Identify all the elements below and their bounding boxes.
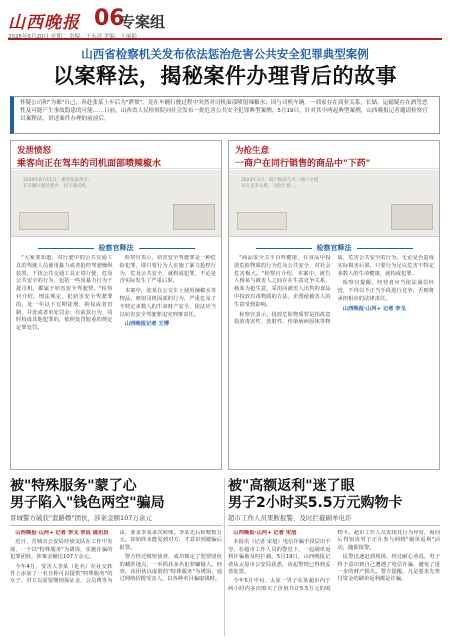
photo-decor	[237, 212, 287, 230]
case-left-title: 乘客向正在驾车的司机面部喷辣椒水	[17, 159, 162, 169]
case-left-body	[16, 255, 216, 467]
story-left-body	[10, 530, 222, 636]
photo-decor	[173, 204, 215, 230]
newspaper-logo: 山西晚报	[8, 13, 80, 33]
page-number: 06	[94, 6, 125, 31]
case-left-kicker: 发泄愤怒	[17, 146, 52, 156]
paragraph: 本报讯（记者 宋旭）电信诈骗手段层出不穷，在超市工作人员的警觉下，一起刷单返利诈骗被及时拦截。5月19日，山西晚报记者从太原市公安局获悉，该起警情已得到妥善处置。	[228, 539, 331, 576]
case-left-head	[11, 141, 221, 169]
case-right-title: 一商户在同行销售的商品中"下药"	[235, 159, 371, 169]
paragraph: 检察官表示，妨害安全驾驶罪是一种危险犯罪，即只要行为人实施了暴力抢控行为，危及公共安全，就构成犯罪，不论是否实际发生了严重后果。	[119, 255, 216, 285]
issue-meta: 2025年5月20日 星期二 责编：王永清 美编：王丽娟	[8, 34, 137, 40]
case-right-signature: 山西晚报·山河+ 记者 李戈	[342, 305, 406, 312]
story-right-title-line2: 男子2小时买5.5万元购物卡	[228, 495, 403, 511]
lead-summary: 怀疑公司和"为难"自己，奔赴张某上车后为"泄愤"，竟在车辆行驶过程中突然对司机面部喷射辣椒水；因与司机车辆，一商家存在商业关系，长储、运输疑存在酒驾恶性及可能产生事故隐患的可能……日前，山西省人民检察院向社会发布一批危害公共安全犯罪典型案例。5月19日，针对其中两起典型案例，山西晚报记者邀请检察官以案释法，讲述案件办理的前前后。	[10, 96, 440, 134]
case-right-kicker: 为抢生意	[235, 146, 270, 156]
paragraph: 今年5月中旬，太原一男子在某超市内于两小时内多次购买了价值共计5.5万元的购物卡。超市工作人员发现其行为异常，询问后得知该男子正在参与网络"刷单返利"活动，随即报警。	[228, 530, 440, 592]
case-left-photo	[11, 170, 221, 237]
story-right-title-line1: 被"高额返利"迷了眼	[228, 478, 355, 494]
case-left-signature: 山西晚报记者 王博	[124, 321, 170, 328]
story-right	[228, 478, 440, 636]
paragraph: 民警迅速赶到现场，经过耐心劝说，男子终于意识到自己遭遇了电信诈骗，避免了进一步的财产损失。警方提醒，凡是要求先垫付资金的刷单返利都是诈骗。	[337, 554, 440, 583]
paragraph: 近日，晋城市公安局经侦支队在工作中发现，一个以"特殊服务"为诱饵，实施诈骗的犯罪团伙，涉案金额达107万余元。	[10, 539, 113, 561]
paragraph: "商品安全关乎百姓健康，在食品中投放危险物质的行为危及公共安全，对社会危害极大。"检察官介绍，本案中，被告人杨某与被害人之间存在生意竞争关系，杨某为抢生意，采用向被害人出售的食品中投放有毒物质的方法，企图使被害人的生意受到影响。	[234, 255, 331, 308]
case-right-head	[229, 141, 439, 169]
story-left-title-line1: 被"特殊服务"蒙了心	[10, 478, 137, 494]
case-right-body	[234, 255, 434, 467]
story-right-body	[228, 530, 440, 636]
story-left-title-line2: 男子陷入"钱色两空"骗局	[10, 495, 165, 511]
paragraph: 警方经过缜密侦查，成功锁定了犯罪团伙的藏匿地点，一举抓获多名犯罪嫌疑人。经查，该团伙以虚假的"特殊服务"为诱饵，通过网络招揽受害人，以各种名目骗取钱财。	[119, 554, 222, 583]
paragraph: 检察官表示，投放危险物质罪是指故意投放毒害性、放射性、传染病病原体等物质，危害公共安全的行为。无论是否造成实际损害后果，只要行为足以危害不特定多数人的生命健康，就构成犯罪。	[234, 255, 434, 326]
column-divider	[224, 478, 225, 636]
case-panel-left	[10, 140, 222, 470]
section-title: 专案组	[120, 13, 166, 31]
paragraph: 本案中，张某在公交车上使用辣椒水等物品，喷射司机面部的行为，严重危及了不特定多数人的生命财产安全，依法应当以妨害安全驾驶罪追究刑事责任。	[119, 288, 216, 318]
case-panel-right	[228, 140, 440, 470]
case-right-photo-text: 2023年3月，商户杨某与另一商户之间 存在竞争关系，为抢生意……	[241, 178, 319, 189]
photo-decor	[19, 212, 69, 230]
paragraph: 检察官提醒，经营者应当依法诚信经营，不得以不正当手段进行竞争，否则将承担相应的法律责任。	[337, 280, 434, 302]
case-right-subhead: 检察官释法	[229, 243, 439, 253]
masthead	[8, 6, 442, 40]
case-left-subhead: 检察官释法	[11, 243, 221, 253]
lead-kicker: 山西省检察机关发布依法惩治危害公共安全犯罪典型案例	[81, 47, 369, 61]
story-right-deck: 超市工作人员果断报警，及时拦截刷单电诈	[228, 513, 440, 526]
case-right-photo	[229, 170, 439, 237]
story-left-deck: 晋城警方破获"套路嫖"团伙，涉案金额107万余元	[10, 513, 222, 526]
photo-decor	[391, 204, 433, 230]
paragraph: 今年4月，受害人李某（化名）在社交软件上添加了一名自称可以提供"特殊服务"的女子，对方以需要缴纳保证金、会员费等为由，要求李某多次转账。李某先后转账数万元，却始终未能见到对方，才意识到被骗后报警。	[10, 530, 222, 585]
paragraph: "大家要知道，对行驶中的公共交通工具的驾驶人员使用暴力或者抢控驾驶操纵装置，干扰公共交通工具正常行驶，危及公共安全的行为，包括一些用暴力行为干扰司机，都属于妨害安全驾驶罪。"检察官介绍，刑法规定，犯妨害安全驾驶罪的，处一年以下有期徒刑、拘役或者管制，并处或者单处罚金；有前款行为，同时构成其他犯罪的，依照处罚较重的规定定罪处罚。	[16, 255, 113, 332]
case-left-photo-text: 2024年8月11日，乘客张某坐车, 在车辆行驶过程中，因不满司机...	[23, 178, 91, 189]
lead-headline: 以案释法，揭秘案件办理背后的故事	[53, 64, 397, 88]
story-left-byline: 山西晚报·山河+ 记者 李戈 李昌 通讯员	[15, 530, 109, 536]
story-left	[10, 478, 222, 636]
story-right-byline: 山西晚报·山河+ 记者 宋旭	[233, 530, 297, 536]
